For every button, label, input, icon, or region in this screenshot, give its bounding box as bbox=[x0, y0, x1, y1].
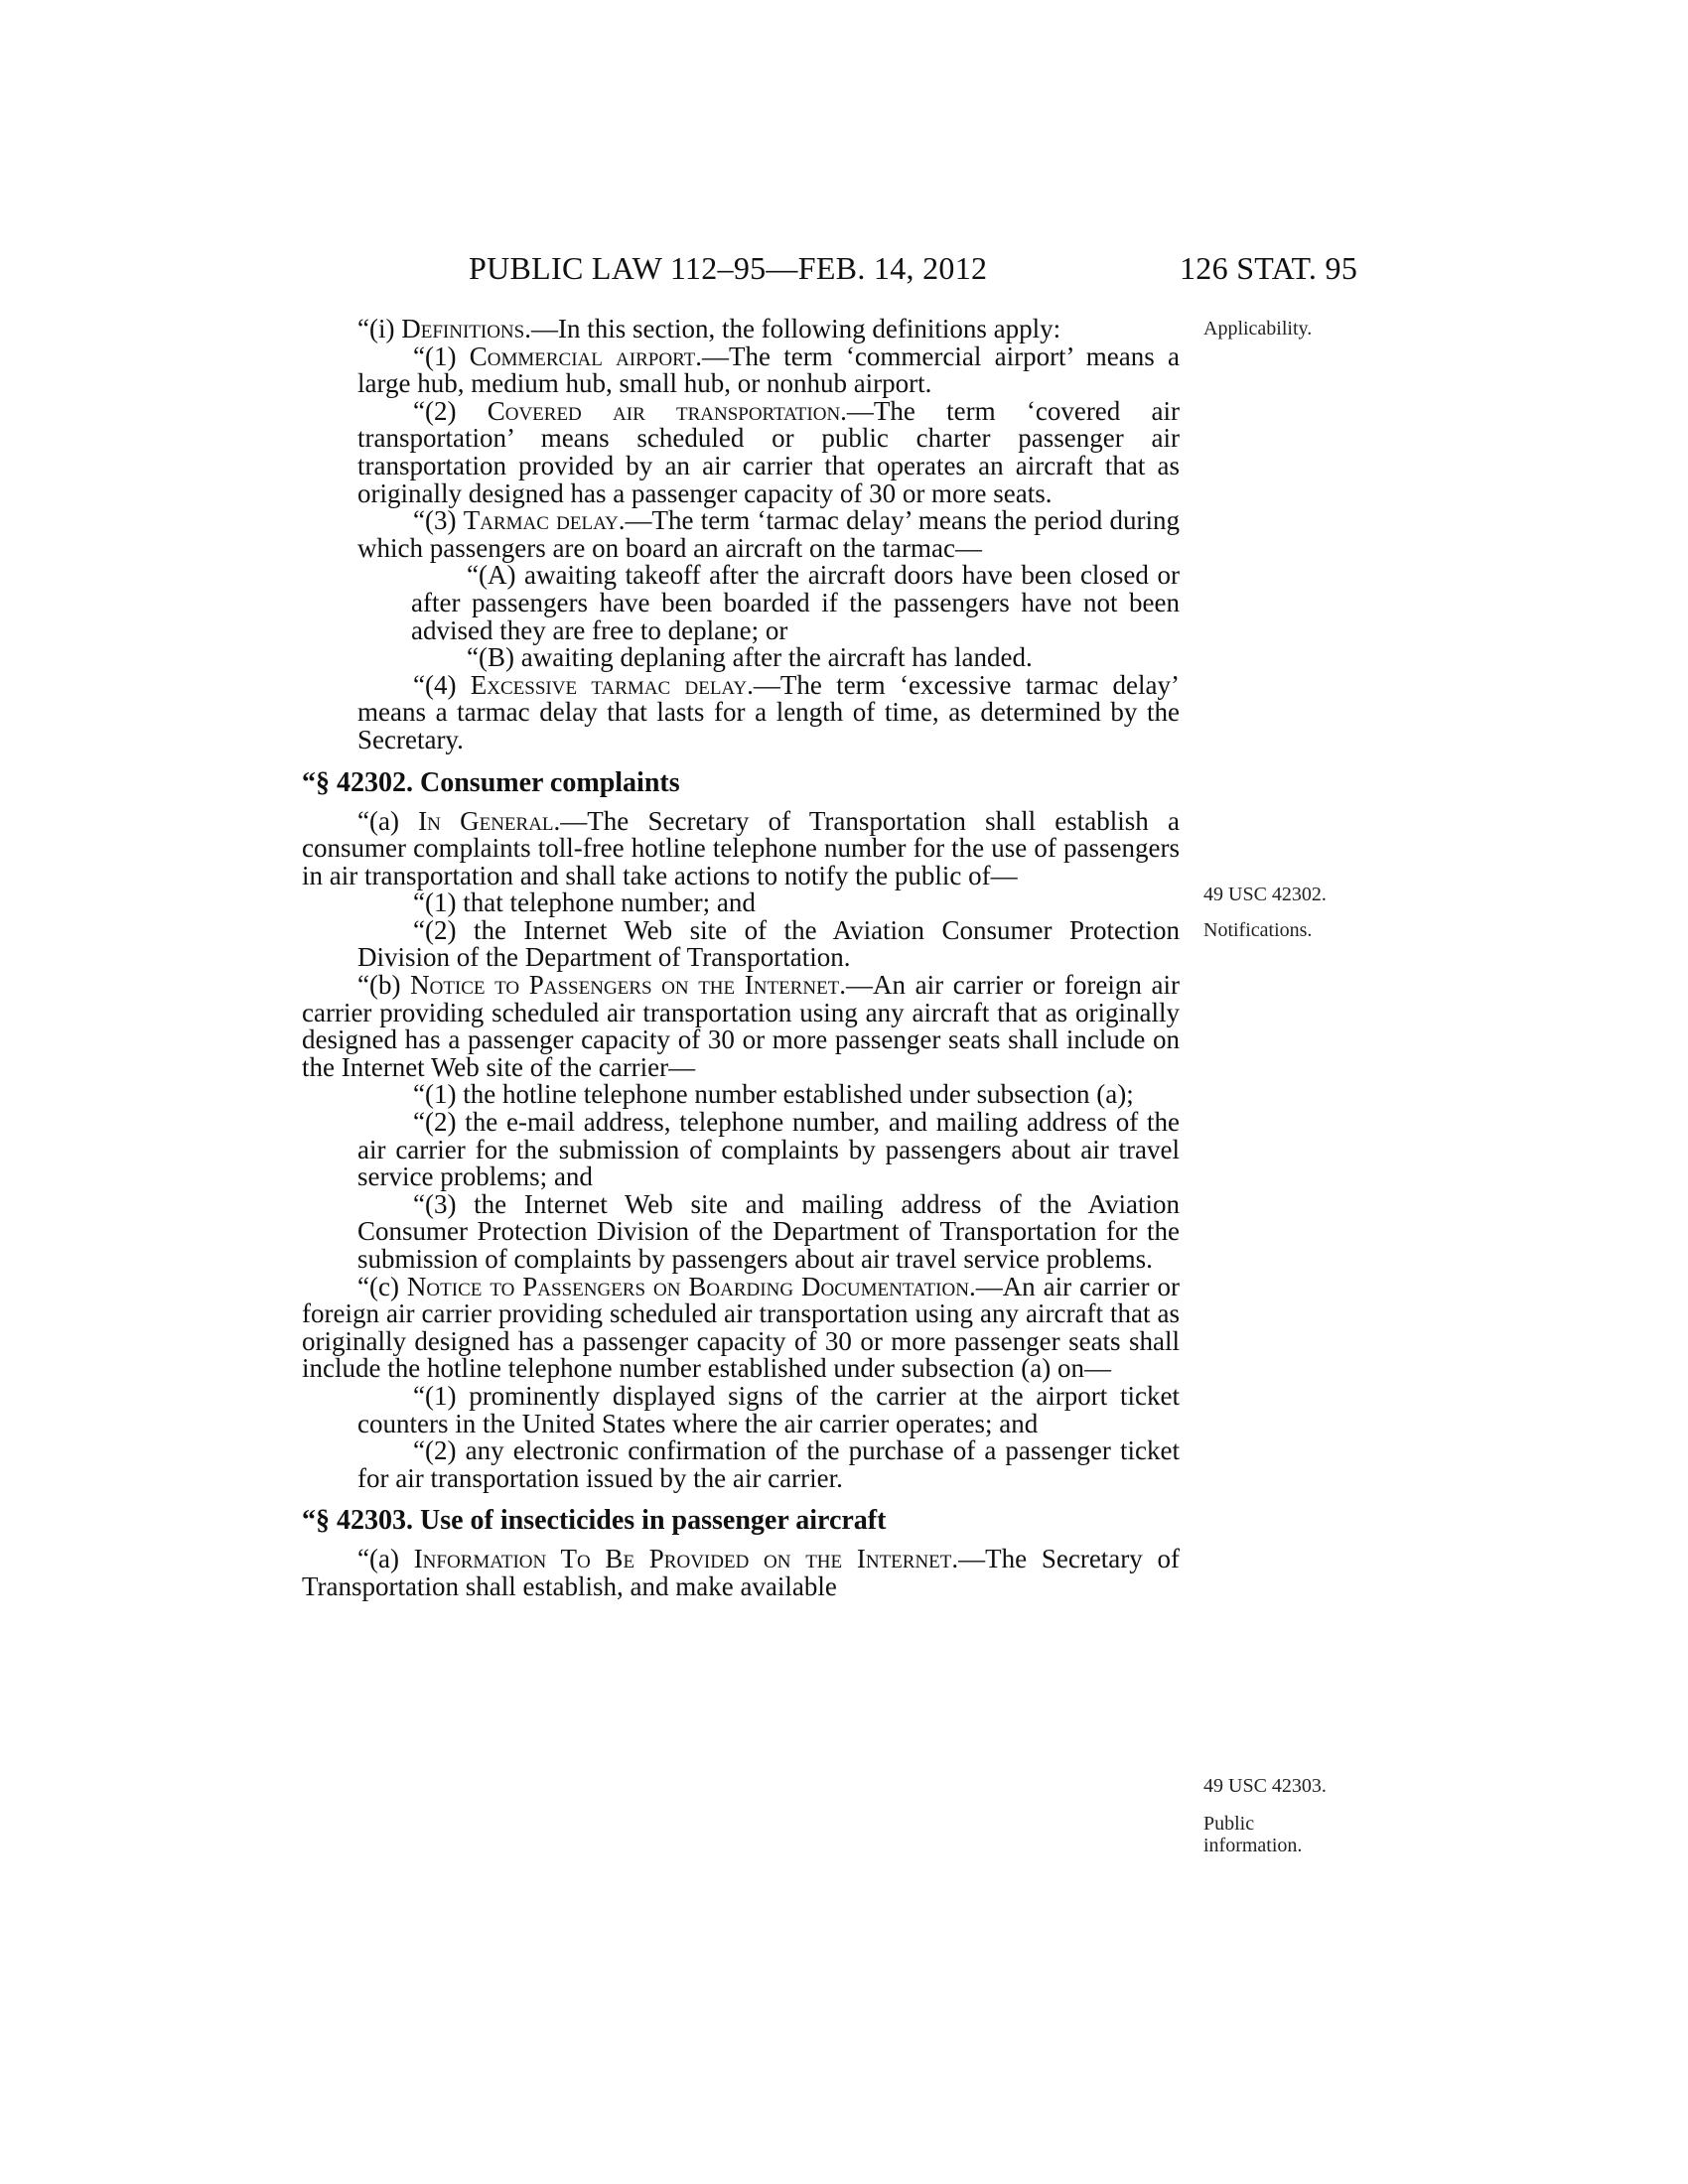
sec42302-a1: “(1) that telephone number; and bbox=[413, 887, 756, 918]
definition-1: “(1) Commercial airport.—The term ‘commercial airport’ means a large hub, medium hub, small hub, or nonhub airport. bbox=[357, 341, 1180, 399]
margin-note-public bbox=[1203, 1813, 1302, 1856]
definition-3A: “(A) awaiting takeoff after the aircraft doors have been closed or after passengers have been boarded if the passengers have not been advised they are free to deplane; or bbox=[411, 560, 1180, 645]
sec42302-c: “(c) Notice to Passengers on Boarding Documentation.—An air carrier or foreign air carrier providing scheduled air transportation using any aircraft that as originally designed has a passenger capacity of 30 or more passenger seats shall include the hotline telephone number established under subsection (a) on— bbox=[302, 1271, 1180, 1384]
document-body bbox=[302, 316, 1180, 1601]
definitions-intro: “(i) Definitions.—In this section, the following definitions apply: bbox=[357, 314, 1061, 343]
sec42302-c1: “(1) prominently displayed signs of the carrier at the airport ticket counters in the United States where the air carrier operates; and bbox=[357, 1380, 1180, 1438]
margin-note-notifications: Notifications. bbox=[1203, 919, 1313, 941]
sec42302-a2: “(2) the Internet Web site of the Aviation Consumer Protection Division of the Department of Transportation. bbox=[357, 914, 1180, 973]
statute-page: 126 STAT. 95 bbox=[1180, 250, 1358, 286]
section-heading-42302: “§ 42302. Consumer complaints bbox=[302, 766, 680, 798]
law-title: PUBLIC LAW 112–95—FEB. 14, 2012 bbox=[469, 250, 988, 286]
page-header bbox=[0, 250, 1688, 290]
margin-note-public-line2: information. bbox=[1203, 1835, 1303, 1856]
sec42302-b2: “(2) the e-mail address, telephone number, and mailing address of the air carrier for the submission of complaints by passengers about air travel service problems; and bbox=[357, 1107, 1180, 1192]
margin-note-applicability: Applicability. bbox=[1203, 318, 1313, 340]
sec42302-b3: “(3) the Internet Web site and mailing address of the Aviation Consumer Protection Division of the Department of Transportation for the submission of complaints by passengers about air travel service problems. bbox=[357, 1188, 1180, 1274]
margin-note-usc-42302: 49 USC 42302. bbox=[1203, 884, 1327, 905]
sec42302-c2: “(2) any electronic confirmation of the purchase of a passenger ticket for air transportation issued by the air carrier. bbox=[357, 1435, 1180, 1493]
sec42302-b1: “(1) the hotline telephone number established under subsection (a); bbox=[413, 1079, 1134, 1110]
sec42302-b: “(b) Notice to Passengers on the Internet.—An air carrier or foreign air carrier providing scheduled air transportation using any aircraft that as originally designed has a passenger capacity of 30 or more passenger seats shall include on the Internet Web site of the carrier— bbox=[302, 970, 1180, 1082]
definition-2: “(2) Covered air transportation.—The term ‘covered air transportation’ means scheduled or public charter passenger air transportation provided by an air carrier that operates an aircraft that as originally designed has a passenger capacity of 30 or more seats. bbox=[357, 395, 1181, 508]
sec42303-a: “(a) Information To Be Provided on the Internet.—The Secretary of Transportation shall establish, and make available bbox=[302, 1544, 1181, 1601]
margin-note-usc-42303: 49 USC 42303. bbox=[1203, 1775, 1327, 1797]
definition-3B: “(B) awaiting deplaning after the aircraft has landed. bbox=[467, 642, 1033, 673]
definition-4: “(4) Excessive tarmac delay.—The term ‘excessive tarmac delay’ means a tarmac delay that lasts for a length of time, as determined by the Secretary. bbox=[357, 669, 1180, 754]
section-heading-42303: “§ 42303. Use of insecticides in passenger aircraft bbox=[302, 1505, 887, 1537]
sec42302-a: “(a) In General.—The Secretary of Transportation shall establish a consumer complaints toll-free hotline telephone number for the use of passengers in air transportation and shall take actions to notify the public of— bbox=[302, 805, 1180, 890]
definition-3: “(3) Tarmac delay.—The term ‘tarmac delay’ means the period during which passengers are on board an aircraft on the tarmac— bbox=[357, 505, 1181, 563]
margin-note-public-line1: Public bbox=[1203, 1813, 1255, 1835]
